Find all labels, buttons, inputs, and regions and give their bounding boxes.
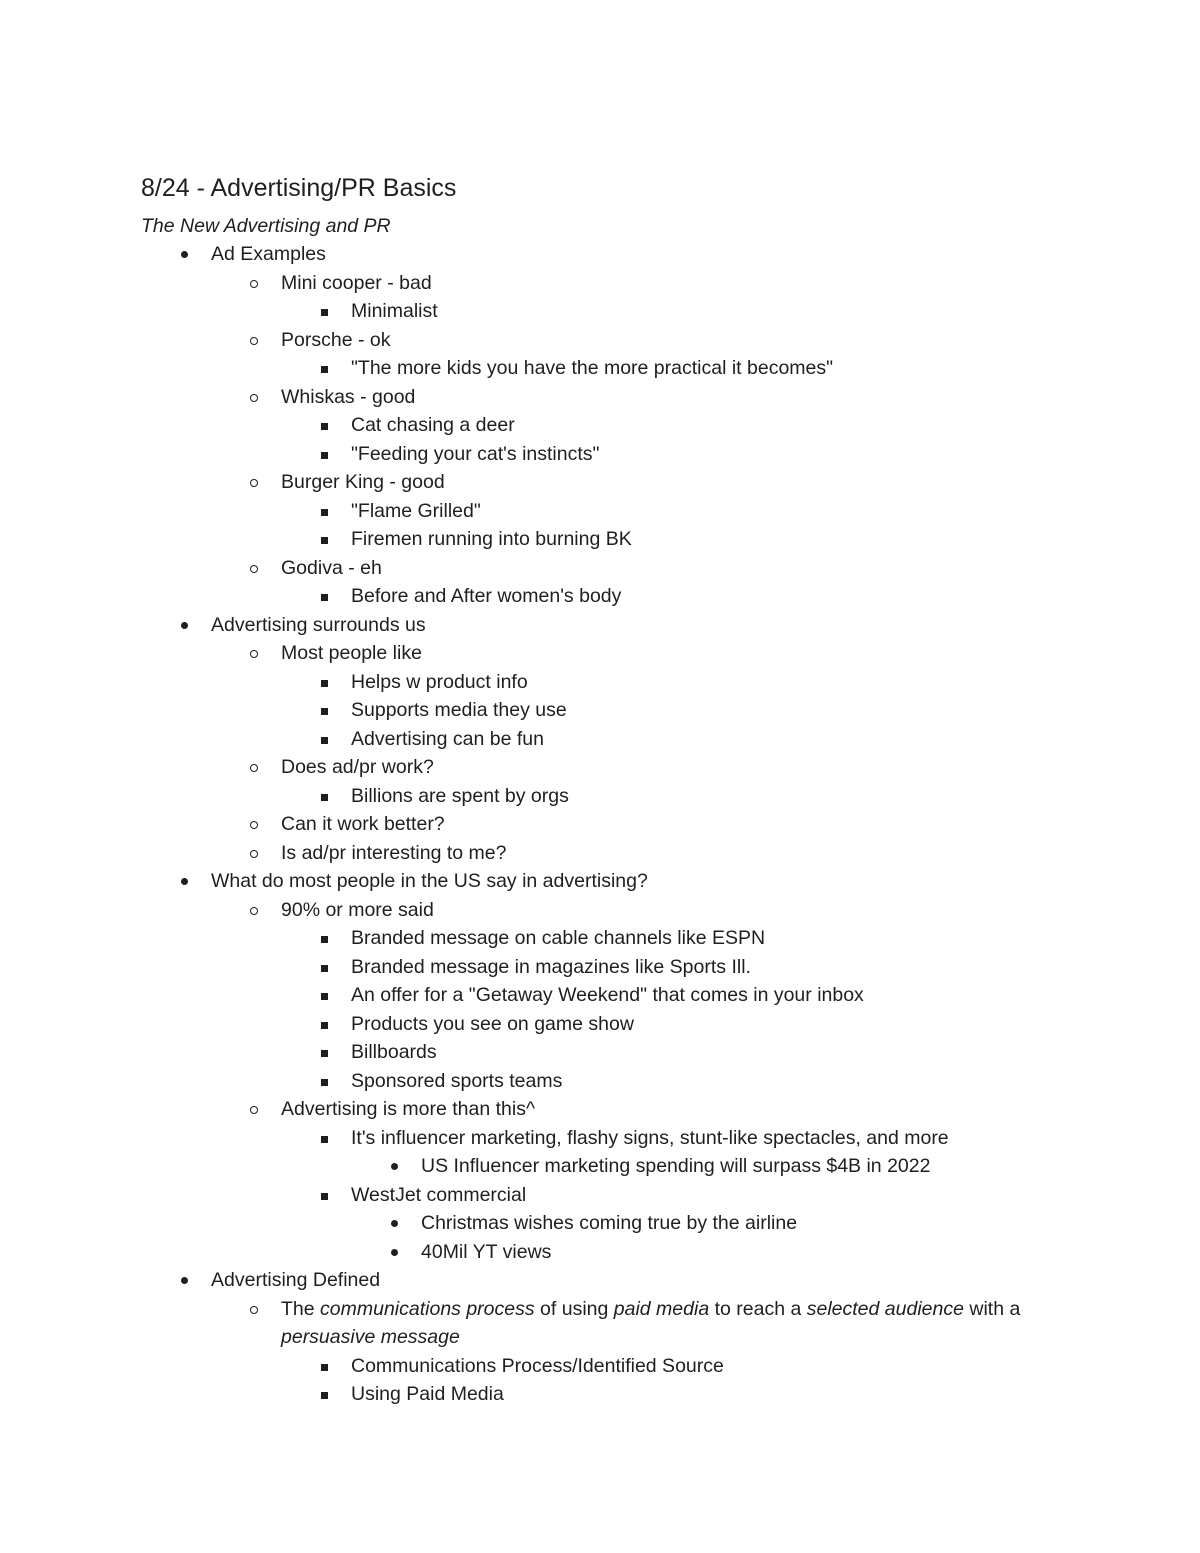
bullet-icon	[318, 354, 332, 383]
bullet-icon	[318, 582, 332, 611]
bullet-icon	[178, 867, 192, 896]
list-item: Advertising Defined The communications process of using paid media to reach a selected audience with a persuasive message Communications Process/Identified Source Using Paid Media	[141, 1266, 1081, 1409]
bullet-icon	[318, 953, 332, 982]
document-page	[141, 170, 1081, 1409]
list-item: Before and After women's body	[281, 582, 1081, 611]
bullet-icon	[318, 696, 332, 725]
list-item: Burger King - good "Flame Grilled" Firemen running into burning BK	[211, 468, 1081, 554]
list-item: Sponsored sports teams	[281, 1067, 1081, 1096]
list-item: Most people like Helps w product info Supports media they use Advertising can be fun	[211, 639, 1081, 753]
list-item: Whiskas - good Cat chasing a deer "Feeding your cat's instincts"	[211, 383, 1081, 469]
bullet-icon	[248, 554, 262, 583]
list-item: Is ad/pr interesting to me?	[211, 839, 1081, 868]
bullet-icon	[248, 383, 262, 412]
bullet-icon	[248, 896, 262, 925]
list-item: Supports media they use	[281, 696, 1081, 725]
bullet-icon	[318, 782, 332, 811]
bullet-icon	[248, 1295, 262, 1324]
bullet-icon	[248, 269, 262, 298]
bullet-icon	[248, 326, 262, 355]
list-item: Minimalist	[281, 297, 1081, 326]
list-item: US Influencer marketing spending will surpass $4B in 2022	[351, 1152, 1081, 1181]
list-item: "Feeding your cat's instincts"	[281, 440, 1081, 469]
bullet-icon	[178, 611, 192, 640]
definition-text: The communications process of using paid media to reach a selected audience with a persuasive message	[281, 1297, 1021, 1348]
list-item: Firemen running into burning BK	[281, 525, 1081, 554]
list-item: Porsche - ok "The more kids you have the more practical it becomes"	[211, 326, 1081, 383]
bullet-icon	[248, 839, 262, 868]
list-item: "The more kids you have the more practical it becomes"	[281, 354, 1081, 383]
list-item: WestJet commercial Christmas wishes coming true by the airline 40Mil YT views	[281, 1181, 1081, 1267]
list-item: "Flame Grilled"	[281, 497, 1081, 526]
outline-list	[141, 240, 1081, 1409]
list-item: Communications Process/Identified Source	[281, 1352, 1081, 1381]
bullet-icon	[318, 668, 332, 697]
list-item: Billions are spent by orgs	[281, 782, 1081, 811]
bullet-icon	[178, 240, 192, 269]
bullet-icon	[318, 525, 332, 554]
list-item: Branded message on cable channels like ESPN	[281, 924, 1081, 953]
list-item: Ad Examples Mini cooper - bad Minimalist Porsche - ok "The more kids you have the more practical it becomes" Whiskas - good Cat chasing a deer "Feeding your cat's instincts" Burger King - good "Flame Grilled" Firemen running into burning BK Godiva - eh Before and After women's body	[141, 240, 1081, 611]
page-title: 8/24 - Advertising/PR Basics	[141, 174, 457, 202]
bullet-icon	[318, 981, 332, 1010]
list-item: Cat chasing a deer	[281, 411, 1081, 440]
list-item: Advertising is more than this^ It's influencer marketing, flashy signs, stunt-like spectacles, and more US Influencer marketing spending will surpass $4B in 2022 WestJet commercial Christmas wishes coming true by the airline 40Mil YT views	[211, 1095, 1081, 1266]
list-item: Branded message in magazines like Sports Ill.	[281, 953, 1081, 982]
bullet-icon	[248, 468, 262, 497]
list-item: 90% or more said Branded message on cable channels like ESPN Branded message in magazines like Sports Ill. An offer for a "Getaway Weekend" that comes in your inbox Products you see on game show Billboards Sponsored sports teams	[211, 896, 1081, 1096]
list-item: Helps w product info	[281, 668, 1081, 697]
bullet-icon	[248, 639, 262, 668]
bullet-icon	[318, 497, 332, 526]
list-item: Can it work better?	[211, 810, 1081, 839]
list-item: It's influencer marketing, flashy signs, stunt-like spectacles, and more US Influencer marketing spending will surpass $4B in 2022	[281, 1124, 1081, 1181]
list-item: Using Paid Media	[281, 1380, 1081, 1409]
list-item: Products you see on game show	[281, 1010, 1081, 1039]
list-item: Advertising can be fun	[281, 725, 1081, 754]
bullet-icon	[388, 1238, 402, 1267]
bullet-icon	[178, 1266, 192, 1295]
bullet-icon	[318, 411, 332, 440]
list-item: Godiva - eh Before and After women's body	[211, 554, 1081, 611]
bullet-icon	[318, 297, 332, 326]
list-item	[211, 1295, 1081, 1409]
bullet-icon	[318, 924, 332, 953]
list-item: What do most people in the US say in advertising? 90% or more said Branded message on cable channels like ESPN Branded message in magazines like Sports Ill. An offer for a "Getaway Weekend" that comes in your inbox Products you see on game show Billboards Sponsored sports teams Advertising is more than this^ It's influencer marketing, flashy signs, stunt-like spectacles, and more US Influencer marketing spending will surpass $4B in 2022 WestJet commercial Christmas wishes coming true by the airline 40Mil YT views	[141, 867, 1081, 1266]
bullet-icon	[248, 753, 262, 782]
bullet-icon	[318, 1181, 332, 1210]
bullet-icon	[318, 1124, 332, 1153]
list-item: Advertising surrounds us Most people like Helps w product info Supports media they use Advertising can be fun Does ad/pr work? Billions are spent by orgs Can it work better? Is ad/pr interesting to me?	[141, 611, 1081, 868]
bullet-icon	[318, 440, 332, 469]
list-item: Does ad/pr work? Billions are spent by orgs	[211, 753, 1081, 810]
bullet-icon	[388, 1152, 402, 1181]
list-item: Christmas wishes coming true by the airline	[351, 1209, 1081, 1238]
bullet-icon	[318, 1010, 332, 1039]
bullet-icon	[318, 725, 332, 754]
list-item: Billboards	[281, 1038, 1081, 1067]
section-subtitle: The New Advertising and PR	[141, 215, 391, 237]
bullet-icon	[388, 1209, 402, 1238]
list-item: Mini cooper - bad Minimalist	[211, 269, 1081, 326]
list-item: 40Mil YT views	[351, 1238, 1081, 1267]
bullet-icon	[318, 1067, 332, 1096]
bullet-icon	[248, 810, 262, 839]
list-item: An offer for a "Getaway Weekend" that comes in your inbox	[281, 981, 1081, 1010]
bullet-icon	[318, 1380, 332, 1409]
bullet-icon	[318, 1038, 332, 1067]
bullet-icon	[318, 1352, 332, 1381]
bullet-icon	[248, 1095, 262, 1124]
